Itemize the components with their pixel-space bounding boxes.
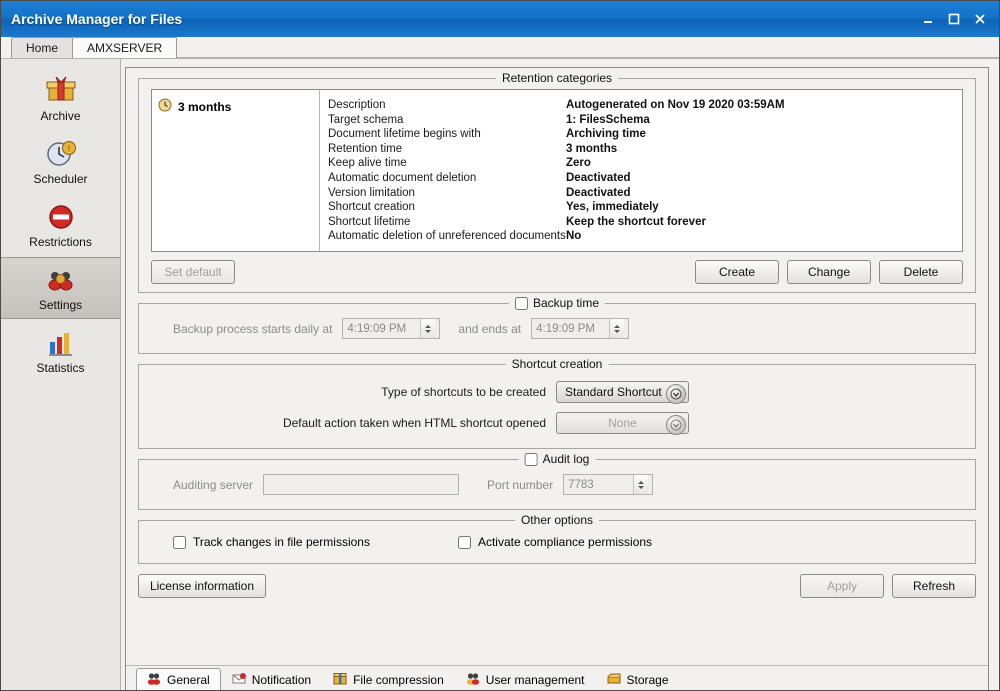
retention-details xyxy=(320,90,962,251)
settings-panel xyxy=(125,67,989,691)
detail-row xyxy=(328,171,954,186)
detail-value: Deactivated xyxy=(566,171,631,184)
track-changes-checkbox[interactable] xyxy=(173,536,186,549)
shortcut-action-label: Default action taken when HTML shortcut opened xyxy=(282,416,546,430)
detail-value: Archiving time xyxy=(566,128,646,141)
title-bar xyxy=(1,1,999,37)
compression-icon xyxy=(333,672,347,688)
audit-log-row xyxy=(151,474,963,495)
retention-categories-legend: Retention categories xyxy=(496,71,618,85)
retention-categories-group xyxy=(138,71,976,293)
shortcut-action-row xyxy=(151,412,963,434)
other-options-row xyxy=(151,535,963,549)
sidebar-item-label: Settings xyxy=(38,297,83,312)
detail-row xyxy=(328,127,954,142)
minimize-icon[interactable] xyxy=(921,12,935,26)
sidebar-item-settings[interactable] xyxy=(1,257,120,319)
auditing-server-label: Auditing server xyxy=(173,477,254,492)
shortcut-creation-group xyxy=(138,357,976,449)
backup-time-checkbox[interactable] xyxy=(515,297,528,310)
backup-time-legend xyxy=(509,296,605,310)
detail-value: 3 months xyxy=(566,142,618,155)
detail-row xyxy=(328,142,954,157)
tab-user-management[interactable] xyxy=(455,667,596,691)
set-default-button[interactable]: Set default xyxy=(151,260,235,284)
sidebar-item-scheduler[interactable] xyxy=(1,131,120,193)
detail-key: Document lifetime begins with xyxy=(328,128,481,141)
detail-row xyxy=(328,156,954,171)
port-number-spinner[interactable] xyxy=(633,475,648,494)
compliance-checkbox-wrap[interactable] xyxy=(458,535,652,549)
auditing-server-input[interactable] xyxy=(263,474,459,495)
backup-start-input[interactable] xyxy=(342,318,440,339)
main-content xyxy=(121,59,999,691)
tab-storage[interactable] xyxy=(596,667,680,691)
detail-value: Keep the shortcut forever xyxy=(566,215,706,228)
audit-log-legend xyxy=(519,452,596,466)
detail-key: Shortcut creation xyxy=(328,201,415,214)
sidebar-item-label: Restrictions xyxy=(29,234,92,249)
detail-key: Automatic document deletion xyxy=(328,171,477,184)
tab-amxserver[interactable]: AMXSERVER xyxy=(72,37,177,58)
storage-icon xyxy=(607,672,621,688)
general-icon xyxy=(147,672,161,688)
chevron-down-icon[interactable] xyxy=(666,384,686,404)
top-tab-strip xyxy=(1,37,999,59)
tab-strip-filler xyxy=(176,37,999,58)
detail-row xyxy=(328,113,954,128)
notification-icon xyxy=(232,672,246,688)
close-icon[interactable] xyxy=(973,12,987,26)
window-controls xyxy=(921,12,993,26)
shortcut-type-label: Type of shortcuts to be created xyxy=(381,385,546,399)
tab-home[interactable]: Home xyxy=(11,37,73,58)
tab-label: Storage xyxy=(626,672,669,687)
shortcut-action-combo[interactable] xyxy=(556,412,689,434)
tab-label: Notification xyxy=(251,672,312,687)
detail-value: 1: FilesSchema xyxy=(566,113,650,126)
other-options-legend: Other options xyxy=(515,513,599,527)
shortcut-action-value: None xyxy=(608,416,637,430)
bottom-tab-strip xyxy=(126,665,988,691)
detail-key: Version limitation xyxy=(328,186,415,199)
change-button[interactable]: Change xyxy=(787,260,871,284)
detail-row xyxy=(328,200,954,215)
sidebar-item-restrictions[interactable] xyxy=(1,194,120,256)
track-changes-checkbox-wrap[interactable] xyxy=(173,535,370,549)
backup-end-value: 4:19:09 PM xyxy=(536,322,595,335)
user-management-icon xyxy=(466,672,480,688)
backup-start-value: 4:19:09 PM xyxy=(347,322,407,335)
chevron-down-icon[interactable] xyxy=(666,415,686,435)
audit-log-checkbox[interactable] xyxy=(525,453,538,466)
apply-button[interactable]: Apply xyxy=(800,574,884,598)
shortcut-creation-legend: Shortcut creation xyxy=(506,357,609,371)
retention-buttons xyxy=(151,260,963,284)
tab-label: User management xyxy=(485,672,585,687)
other-options-group xyxy=(138,513,976,564)
port-number-label: Port number xyxy=(487,477,554,492)
detail-row xyxy=(328,98,954,113)
sidebar-item-label: Archive xyxy=(40,108,81,123)
audit-log-group xyxy=(138,452,976,510)
settings-icon xyxy=(44,265,78,295)
retention-item-label: 3 months xyxy=(178,99,232,114)
port-number-value: 7783 xyxy=(568,478,594,491)
sidebar-item-archive[interactable] xyxy=(1,68,120,130)
backup-start-label: Backup process starts daily at xyxy=(173,321,333,336)
detail-value: Autogenerated on Nov 19 2020 03:59AM xyxy=(566,99,785,111)
sidebar-item-label: Scheduler xyxy=(33,171,88,186)
restrictions-icon xyxy=(44,202,78,232)
tab-general[interactable] xyxy=(136,668,221,691)
clock-category-icon xyxy=(158,98,172,115)
tab-notification[interactable] xyxy=(221,667,322,691)
detail-row xyxy=(328,229,954,244)
backup-end-spinner[interactable] xyxy=(609,319,624,338)
detail-value: Zero xyxy=(566,157,591,170)
list-item[interactable] xyxy=(158,98,313,115)
backup-end-input[interactable] xyxy=(531,318,629,339)
license-information-button[interactable]: License information xyxy=(138,574,266,598)
detail-value: Deactivated xyxy=(566,186,631,199)
shortcut-type-row xyxy=(151,381,963,403)
detail-value: No xyxy=(566,230,582,243)
scheduler-icon xyxy=(44,139,78,169)
window-title: Archive Manager for Files xyxy=(11,11,183,27)
detail-key: Retention time xyxy=(328,142,403,155)
retention-list[interactable] xyxy=(151,89,963,252)
sidebar-item-statistics[interactable] xyxy=(1,320,120,382)
window-body xyxy=(1,59,999,691)
detail-key: Automatic deletion of unreferenced documents xyxy=(328,230,566,243)
sidebar xyxy=(1,59,121,691)
archive-icon xyxy=(44,76,78,106)
backup-time-group xyxy=(138,296,976,354)
delete-button[interactable]: Delete xyxy=(879,260,963,284)
tab-label: File compression xyxy=(353,672,444,687)
backup-start-spinner[interactable] xyxy=(420,319,435,338)
track-changes-label: Track changes in file permissions xyxy=(193,535,370,549)
maximize-icon[interactable] xyxy=(947,12,961,26)
detail-key: Keep alive time xyxy=(328,157,407,170)
audit-log-legend-label: Audit log xyxy=(542,452,590,466)
detail-key: Shortcut lifetime xyxy=(328,215,411,228)
detail-row xyxy=(328,215,954,230)
svg-text:!: ! xyxy=(67,143,70,153)
sidebar-item-label: Statistics xyxy=(36,360,85,375)
detail-key: Target schema xyxy=(328,113,404,126)
tab-file-compression[interactable] xyxy=(322,667,455,691)
shortcut-type-value: Standard Shortcut xyxy=(565,385,662,399)
backup-end-label: and ends at xyxy=(458,321,522,336)
backup-time-legend-label: Backup time xyxy=(532,296,600,310)
detail-row xyxy=(328,186,954,201)
retention-list-left[interactable] xyxy=(152,90,320,251)
shortcut-type-combo[interactable] xyxy=(556,381,689,403)
compliance-label: Activate compliance permissions xyxy=(477,535,653,549)
compliance-checkbox[interactable] xyxy=(458,536,471,549)
tab-label: General xyxy=(167,673,210,687)
statistics-icon xyxy=(44,328,78,358)
port-number-input[interactable] xyxy=(563,474,653,495)
detail-key: Description xyxy=(328,99,386,111)
create-button[interactable]: Create xyxy=(695,260,779,284)
refresh-button[interactable]: Refresh xyxy=(892,574,976,598)
footer-buttons xyxy=(138,574,976,598)
detail-value: Yes, immediately xyxy=(566,201,659,214)
backup-time-row xyxy=(151,318,963,339)
